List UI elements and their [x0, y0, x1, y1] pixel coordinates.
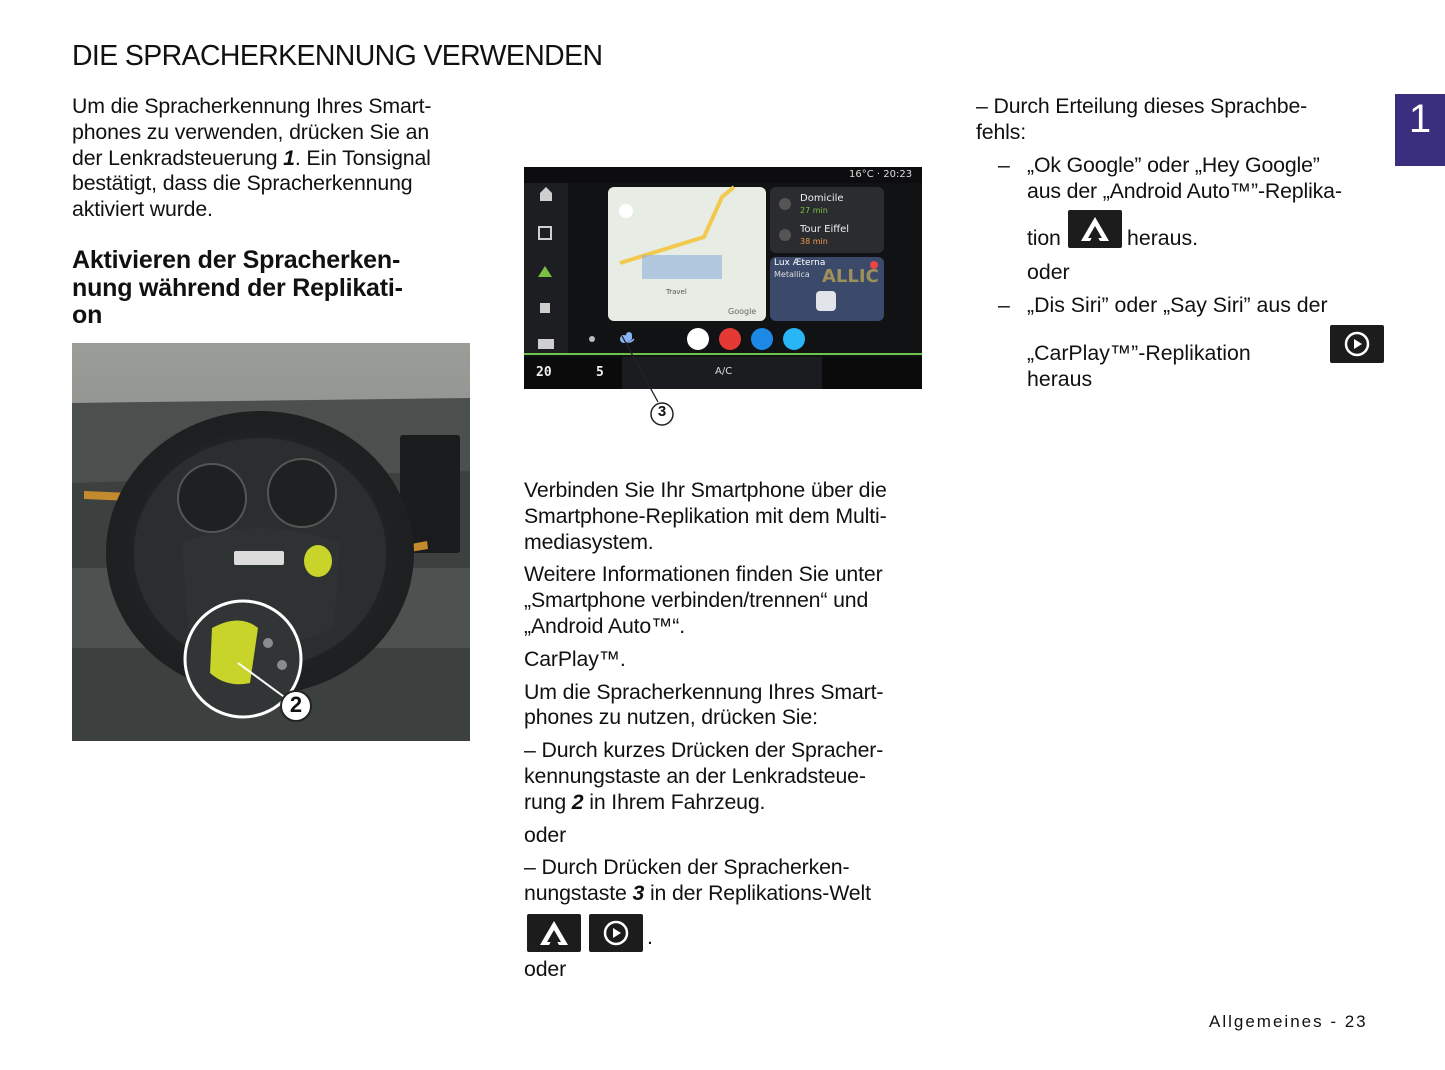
- text-line: kennungstaste an der Lenkradsteue-: [524, 763, 866, 788]
- text-line: fehls:: [976, 119, 1027, 144]
- text-line: – Durch Drücken der Spracherken-: [524, 855, 850, 880]
- bullet-android: [1027, 153, 1387, 205]
- status-temp-time: 16°C · 20:23: [849, 169, 913, 180]
- climate-ac-button[interactable]: A/C: [715, 366, 733, 377]
- media-album-art: ALLIC: [822, 266, 879, 287]
- media-title: Lux Æterna: [774, 258, 826, 268]
- climate-temp-left[interactable]: 20: [536, 365, 552, 380]
- text-line: „Dis Siri” oder „Say Siri” aus der: [1027, 293, 1328, 317]
- intro-line: [72, 146, 482, 172]
- page-title: DIE SPRACHERKENNUNG VERWENDEN: [72, 40, 603, 72]
- intro-line: Um die Spracherkennung Ihres Smart-: [72, 94, 432, 118]
- android-auto-icon[interactable]: [1068, 210, 1122, 248]
- text-line: oder: [524, 956, 567, 981]
- text-line: Verbinden Sie Ihr Smartphone über die: [524, 478, 887, 502]
- text-line: oder: [524, 822, 567, 847]
- text-line: mediasystem.: [524, 529, 654, 554]
- ref-number: 3: [632, 881, 645, 906]
- heading-line: on: [72, 301, 103, 329]
- text-line: heraus.: [1127, 226, 1199, 250]
- ref-number: 2: [571, 789, 584, 814]
- section-heading: [72, 247, 472, 330]
- text-line: oder: [1027, 260, 1070, 284]
- text: nungstaste: [524, 881, 633, 906]
- column-2-text: [524, 478, 944, 983]
- steering-wheel-photo: [72, 343, 470, 741]
- column-3-text: [976, 94, 1386, 146]
- text-line: [1027, 226, 1061, 252]
- text-line: – Durch Erteilung dieses Sprachbe-: [976, 94, 1308, 118]
- callout-3: [614, 336, 674, 432]
- text-line: Weitere Informationen finden Sie unter: [524, 562, 883, 587]
- intro-paragraph: [72, 94, 482, 223]
- text-line: heraus: [1027, 367, 1093, 391]
- destination-eiffel-time: 38 min: [800, 237, 828, 246]
- climate-fan-level[interactable]: 5: [596, 365, 604, 380]
- map-brand: Google: [728, 307, 757, 316]
- bullet-dash: –: [998, 293, 1010, 317]
- page-footer: Allgemeines - 23: [1209, 1012, 1368, 1031]
- steering-wheel-illustration: [72, 343, 470, 741]
- intro-line: aktiviert wurde.: [72, 197, 213, 222]
- text-line: phones zu nutzen, drücken Sie:: [524, 705, 818, 730]
- text-line: [524, 881, 944, 907]
- text-line: „Smartphone verbinden/trennen“ und: [524, 588, 869, 613]
- android-auto-icon[interactable]: [527, 914, 581, 952]
- text: . Ein Tonsignal: [294, 145, 431, 170]
- text-line: CarPlay™.: [524, 646, 626, 671]
- media-artist: Metallica: [774, 270, 810, 279]
- text: tion: [1027, 226, 1061, 250]
- text-line: Um die Spracherkennung Ihres Smart-: [524, 679, 884, 704]
- text-line: Smartphone-Replikation mit dem Multi-: [524, 503, 887, 528]
- text-line: aus der „Android Auto™”-Replika-: [1027, 178, 1342, 203]
- text: in Ihrem Fahrzeug.: [583, 789, 766, 814]
- destination-eiffel[interactable]: Tour Eiffel: [800, 224, 850, 235]
- text-line: [524, 790, 944, 816]
- carplay-icon[interactable]: [1330, 325, 1384, 363]
- chapter-tab[interactable]: 1: [1395, 94, 1445, 166]
- intro-line: bestätigt, dass die Spracherkennung: [72, 171, 413, 196]
- intro-line: phones zu verwenden, drücken Sie an: [72, 119, 430, 144]
- callout-3-label: 3: [657, 403, 667, 420]
- carplay-icon[interactable]: [589, 914, 643, 952]
- icon-row: [524, 911, 944, 955]
- ref-number: 1: [283, 145, 295, 170]
- bullet-dash: –: [998, 153, 1010, 177]
- heading-line: nung während der Replikati-: [72, 273, 403, 302]
- heading-line: Aktivieren der Spracherken-: [72, 246, 401, 274]
- destination-home-time: 27 min: [800, 206, 828, 215]
- text-line: „CarPlay™”-Replikation: [1027, 341, 1251, 365]
- text: der Lenkradsteuerung: [72, 145, 284, 170]
- text: rung: [524, 789, 572, 814]
- text-line: „Android Auto™“.: [524, 613, 685, 638]
- text: in der Replikations-Welt: [644, 881, 871, 906]
- destination-home[interactable]: Domicile: [800, 193, 844, 204]
- multimedia-screen: [524, 167, 922, 389]
- text-line: „Ok Google” oder „Hey Google”: [1027, 153, 1320, 177]
- period: .: [647, 924, 653, 949]
- map-label: Travel: [666, 288, 687, 296]
- callout-2-label: 2: [289, 692, 303, 717]
- text-line: – Durch kurzes Drücken der Spracher-: [524, 738, 884, 763]
